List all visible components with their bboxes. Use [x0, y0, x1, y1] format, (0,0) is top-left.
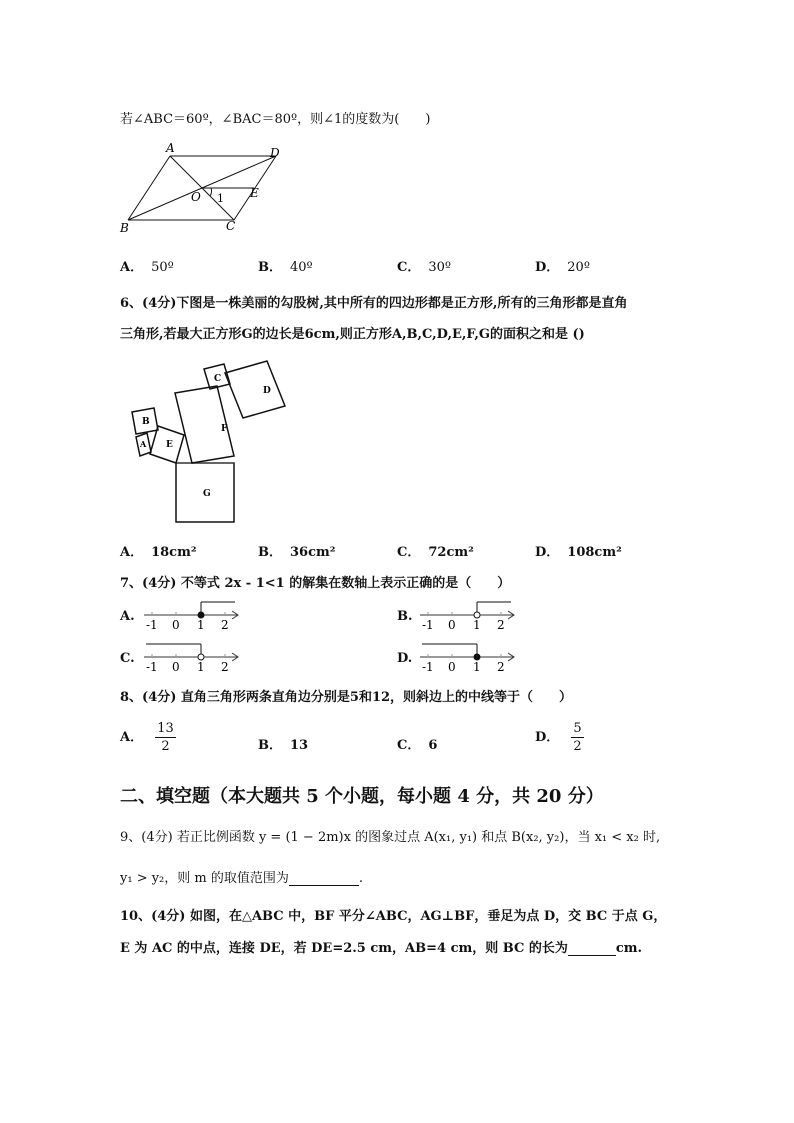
q9-answer-blank[interactable] [289, 870, 359, 886]
tick-d-0: -1 [422, 660, 434, 674]
q7-option-d-label[interactable]: D. [397, 651, 413, 666]
tick-d-2: 1 [473, 660, 481, 674]
pythagoras-tree-figure [125, 356, 305, 526]
q6-option-d[interactable]: D． 108cm² [535, 545, 622, 560]
q7-option-b-label[interactable]: B. [397, 609, 413, 624]
q8-stem: 8、(4分) 直角三角形两条直角边分别是5和12，则斜边上的中线等于（ ） [120, 690, 573, 705]
parallelogram-figure [118, 140, 288, 240]
tick-c-1: 0 [172, 660, 180, 674]
tick-c-2: 1 [197, 660, 205, 674]
q9-line1: 9、(4分) 若正比例函数 y = (1 − 2m)x 的图象过点 A(x₁, y₁) 和点 B(x₂, y₂)，当 x₁ < x₂ 时, [120, 830, 661, 845]
q5-option-b[interactable]: B． 40º [258, 260, 313, 275]
label-D: D [263, 386, 271, 396]
label-D: D [270, 146, 280, 160]
tick-a-2: 1 [197, 618, 205, 632]
tick-d-3: 2 [497, 660, 505, 674]
q7-number-line-a[interactable] [140, 598, 250, 634]
q7-stem: 7、(4分) 不等式 2x - 1<1 的解集在数轴上表示正确的是（ ） [120, 576, 511, 591]
tick-a-1: 0 [172, 618, 180, 632]
tick-c-3: 2 [221, 660, 229, 674]
q5-option-d[interactable]: D． 20º [535, 260, 590, 275]
label-B: B [120, 221, 129, 235]
q10-answer-blank[interactable] [568, 940, 616, 956]
label-E: E [250, 186, 259, 200]
q5-option-a[interactable]: A． 50º [120, 260, 174, 275]
tick-b-1: 0 [448, 618, 456, 632]
q7-number-line-b[interactable] [416, 598, 526, 634]
tick-a-0: -1 [146, 618, 158, 632]
q8-option-d[interactable]: D． $\frac{5}{2}$ [535, 721, 582, 754]
fraction-13-over-2: $\frac{13}{2}$ [157, 721, 174, 754]
label-O: O [191, 190, 201, 204]
fraction-5-over-2: $\frac{5}{2}$ [573, 721, 582, 754]
tick-d-1: 0 [448, 660, 456, 674]
q5-stem: 若∠ABC＝60º，∠BAC＝80º，则∠1的度数为( ) [120, 112, 431, 127]
tick-b-2: 1 [473, 618, 481, 632]
label-A: A [166, 141, 175, 155]
tick-b-0: -1 [422, 618, 434, 632]
q10-line1: 10、(4分) 如图，在△ABC 中，BF 平分∠ABC，AG⊥BF，垂足为点 D，交 BC 于点 G， [120, 909, 667, 924]
label-E: E [166, 440, 173, 450]
q8-option-a[interactable]: A． $\frac{13}{2}$ [120, 721, 174, 754]
q9-line2: y₁ > y₂，则 m 的取值范围为 . [120, 871, 364, 886]
q6-option-a[interactable]: A． 18cm² [120, 545, 197, 560]
label-A: A [140, 439, 147, 449]
q8-option-c[interactable]: C． 6 [397, 738, 438, 753]
tick-c-0: -1 [146, 660, 158, 674]
tick-b-3: 2 [497, 618, 505, 632]
label-G: G [203, 489, 211, 499]
q7-number-line-d[interactable] [416, 640, 526, 676]
q6-stem-line2: 三角形,若最大正方形G的边长是6cm,则正方形A,B,C,D,E,F,G的面积之和是 () [120, 327, 585, 342]
label-C: C [226, 219, 236, 233]
q5-option-c[interactable]: C． 30º [397, 260, 452, 275]
label-F: F [221, 424, 228, 434]
q6-stem-line1: 6、(4分)下图是一株美丽的勾股树,其中所有的四边形都是正方形,所有的三角形都是直角 [120, 296, 628, 311]
label-C: C [214, 374, 222, 384]
q8-option-b[interactable]: B． 13 [258, 738, 309, 753]
q7-number-line-c[interactable] [140, 640, 250, 676]
q7-option-a-label[interactable]: A. [120, 609, 135, 624]
section-title: 二、填空题（本大题共 5 个小题，每小题 4 分，共 20 分） [120, 786, 604, 807]
q6-option-c[interactable]: C． 72cm² [397, 545, 474, 560]
tick-a-3: 2 [221, 618, 229, 632]
label-angle-1: 1 [217, 192, 224, 205]
q6-option-b[interactable]: B． 36cm² [258, 545, 336, 560]
label-B: B [142, 417, 150, 427]
q7-option-c-label[interactable]: C. [120, 651, 135, 666]
q10-line2: E 为 AC 的中点，连接 DE，若 DE=2.5 cm，AB=4 cm，则 BC 的长为 cm. [120, 941, 643, 956]
